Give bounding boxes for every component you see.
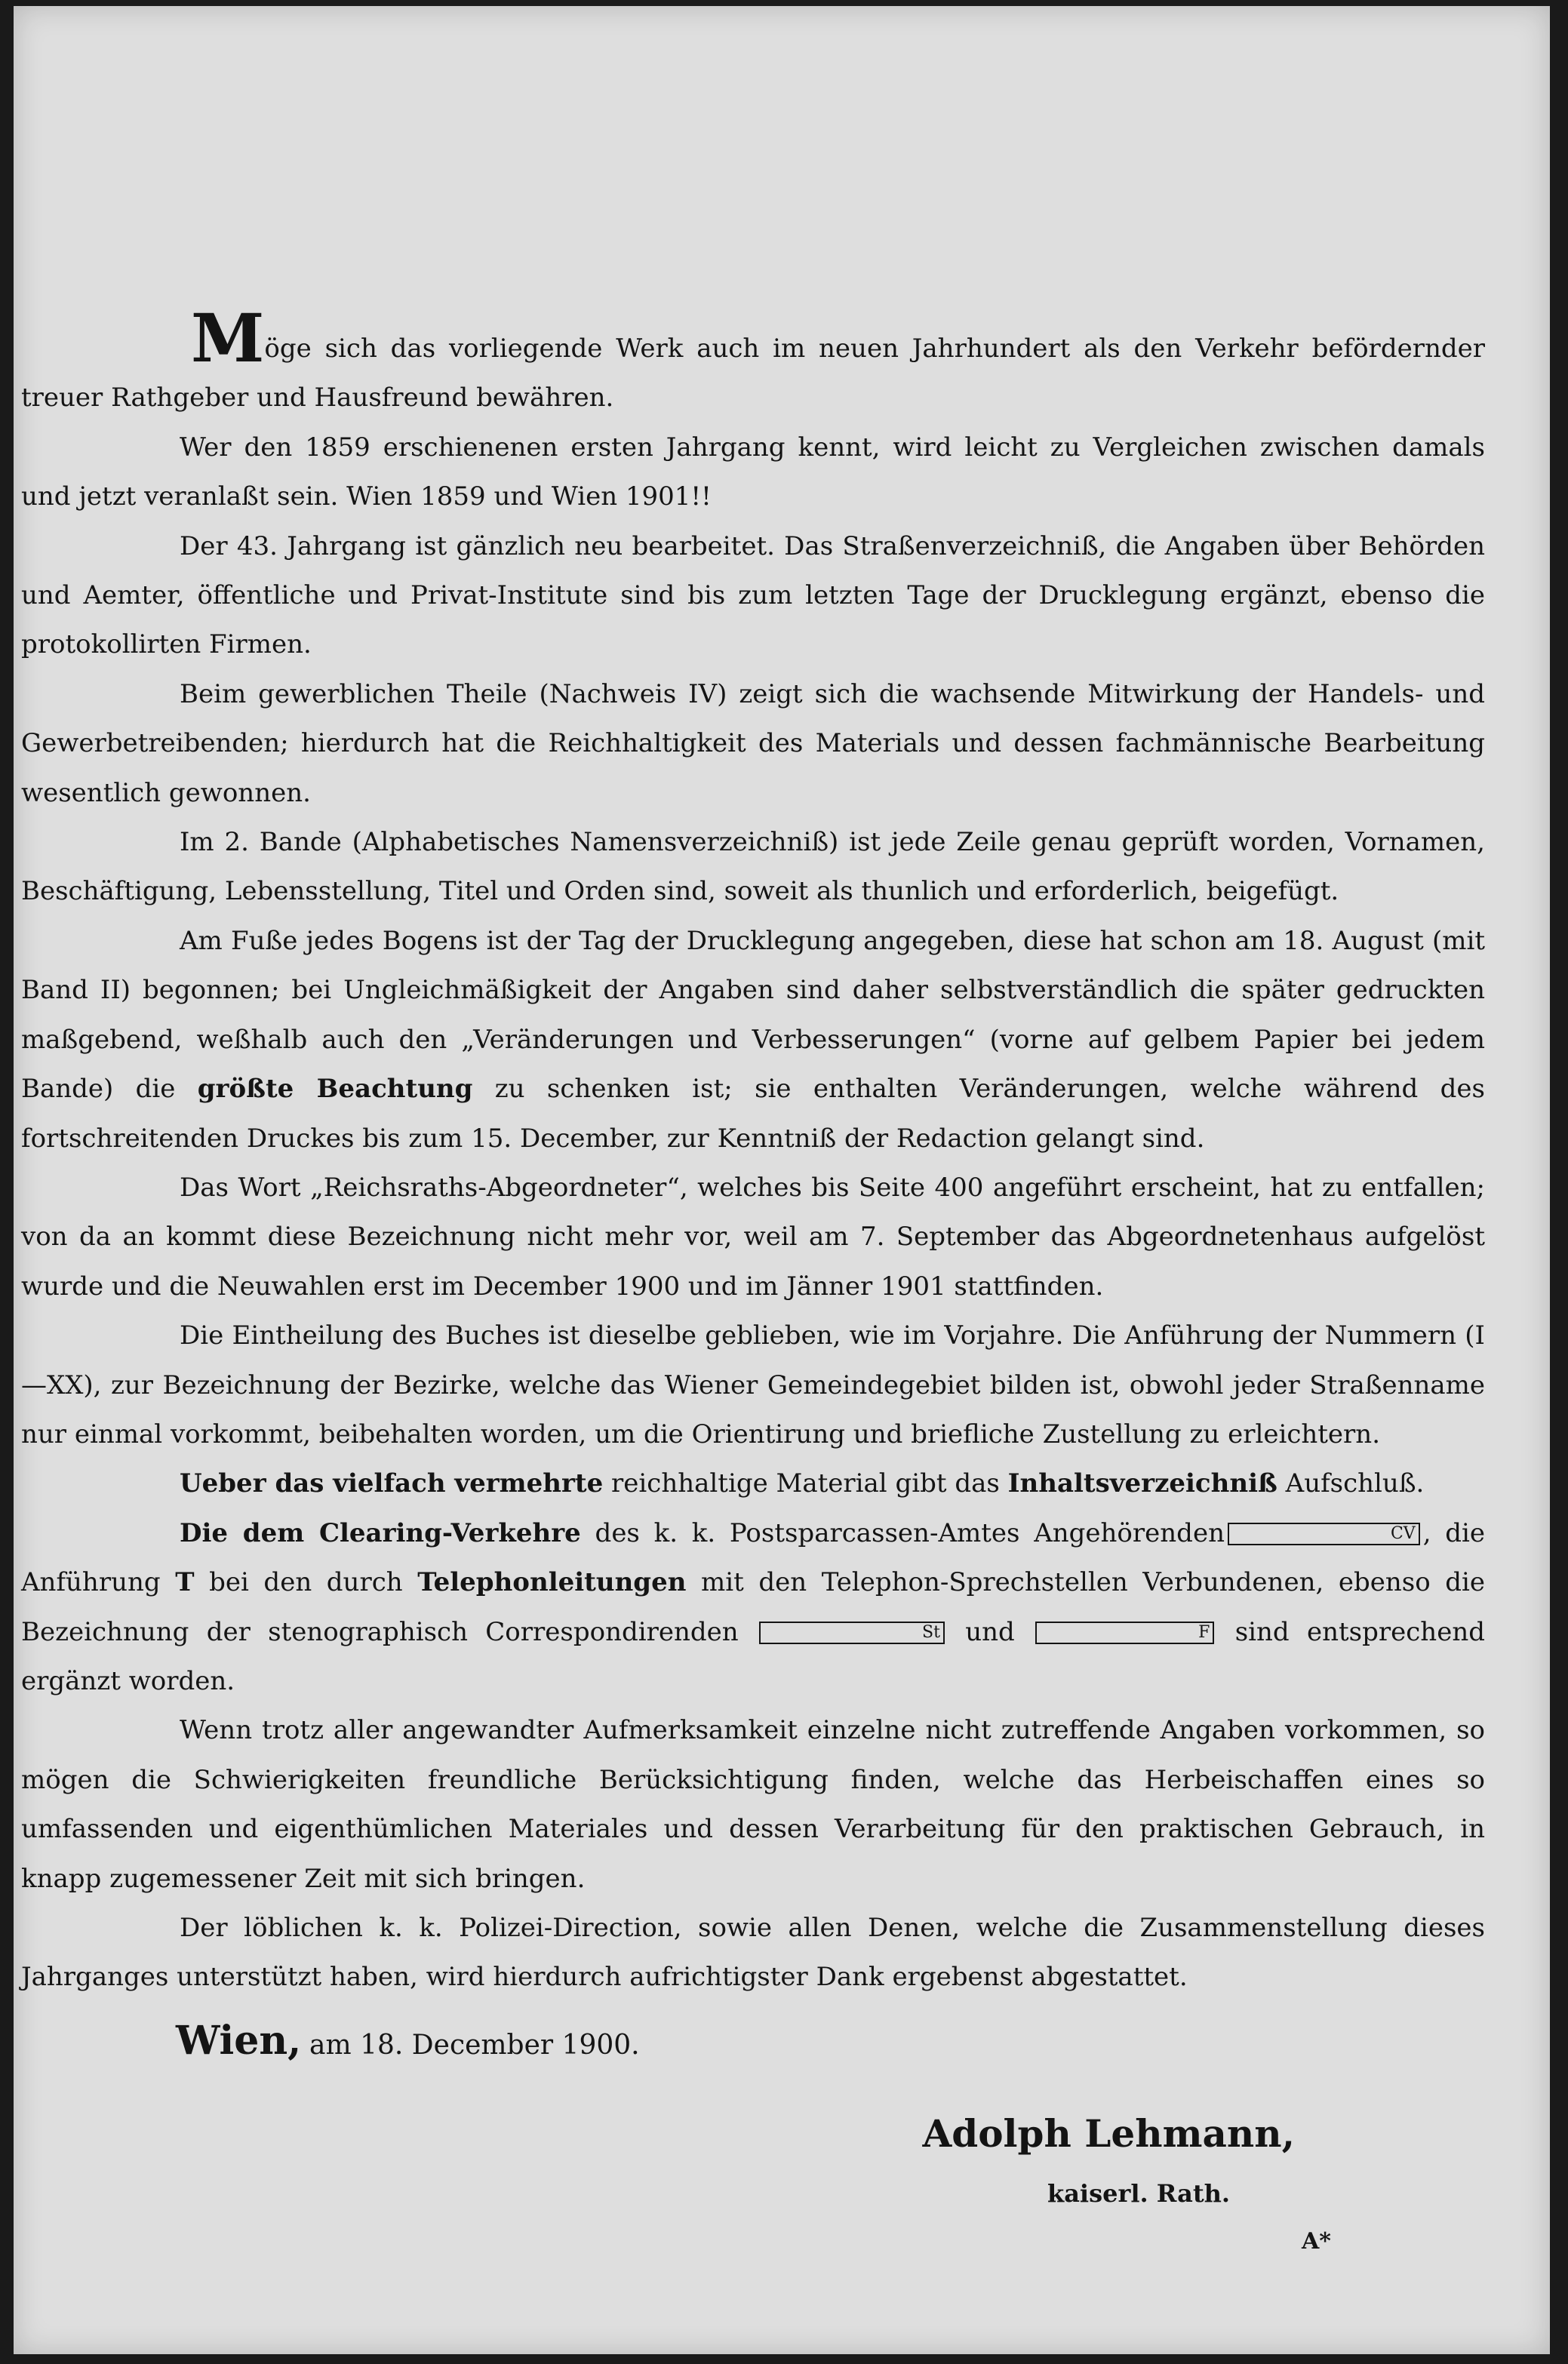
stenography-symbol: St bbox=[759, 1622, 945, 1644]
preface-body bbox=[21, 299, 1486, 2070]
paragraph-6: Am Fuße jedes Bogens ist der Tag der Drucklegung angegeben, diese hat schon am 18. August (mit Band II) begonnen; bei Ungleichmäßigkeit der Angaben sind daher selbstverständlich die später gedruckten maßgebend, weßhalb auch den „Veränderungen und Verbesserungen“ (vorne auf gelbem Papier bei jedem Bande) die größte Beachtung zu schenken ist; sie enthalten Veränderungen, welche während des fortschreitenden Druckes bis zum 15. December, zur Kenntniß der Redaction gelangt sind. bbox=[21, 925, 1485, 1154]
paragraph-10: Die dem Clearing-Verkehre des k. k. Postsparcassen-Amtes Angehörenden CV , die Anführung T bei den durch Telephonleitungen mit den Telephon-Sprechstellen Verbundenen, ebenso die Bezeichnung der stenographisch Correspondirenden St und F sind entsprechend ergänzt worden. bbox=[21, 1517, 1486, 1696]
paragraph-12: Der löblichen k. k. Polizei-Direction, sowie allen Denen, welche die Zusammenstellung dieses Jahrganges unterstützt haben, wird hierdurch aufrichtigster Dank ergebenst abgestattet. bbox=[21, 1913, 1485, 1993]
paragraph-8: Die Eintheilung des Buches ist dieselbe geblieben, wie im Vorjahre. Die Anführung der Nummern (I—XX), zur Bezeichnung der Bezirke, welche das Wiener Gemeindegebiet bilden ist, obwohl jeder Straßenname nur einmal vorkommt, beibehalten worden, um die Orientirung und briefliche Zustellung zu erleichtern. bbox=[21, 1320, 1485, 1449]
signature-name: Adolph Lehmann, bbox=[922, 2111, 1295, 2156]
signature-title: kaiserl. Rath. bbox=[1047, 2179, 1230, 2208]
paragraph-3: Der 43. Jahrgang ist gänzlich neu bearbeitet. Das Straßenverzeichniß, die Angaben über Behörden und Aemter, öffentliche und Privat-Institute sind bis zum letzten Tage der Drucklegung ergänzt, ebenso die protokollirten Firmen. bbox=[21, 530, 1485, 660]
dateline-city: Wien, bbox=[176, 2017, 302, 2064]
clearing-symbol: CV bbox=[1228, 1523, 1420, 1545]
paragraph-9: Ueber das vielfach vermehrte reichhaltige Material gibt das Inhaltsverzeichniß Aufschluß. bbox=[180, 1468, 1425, 1499]
paragraph-5: Im 2. Bande (Alphabetisches Namensverzeichniß) ist jede Zeile genau geprüft worden, Vornamen, Beschäftigung, Lebensstellung, Titel und Orden sind, soweit als thunlich und erforderlich, beigefügt. bbox=[21, 827, 1485, 907]
drop-cap: M bbox=[191, 299, 265, 377]
telephone-symbol: T bbox=[175, 1567, 195, 1598]
paragraph-11: Wenn trotz aller angewandter Aufmerksamkeit einzelne nicht zutreffende Angaben vorkommen, so mögen die Schwierigkeiten freundliche Berücksichtigung finden, welche das Herbeischaffen eines so umfassenden und eigenthümlichen Materiales und dessen Verarbeitung für den praktischen Gebrauch, in knapp zugemessener Zeit mit sich bringen. bbox=[21, 1715, 1485, 1894]
paragraph-2: Wer den 1859 erschienenen ersten Jahrgang kennt, wird leicht zu Vergleichen zwischen damals und jetzt veranlaßt sein. Wien 1859 und Wien 1901!! bbox=[21, 432, 1485, 512]
paragraph-1: Möge sich das vorliegende Werk auch im neuen Jahrhundert als den Verkehr befördernder treuer Rathgeber und Hausfreund bewähren. bbox=[21, 299, 1485, 413]
dateline-date: am 18. December 1900. bbox=[309, 2029, 640, 2061]
document-page bbox=[14, 6, 1550, 2354]
paragraph-7: Das Wort „Reichsraths-Abgeordneter“, welches bis Seite 400 angeführt erscheint, hat zu entfallen; von da an kommt diese Bezeichnung nicht mehr vor, weil am 7. September das Abgeordnetenhaus aufgelöst wurde und die Neuwahlen erst im December 1900 und im Jänner 1901 stattfinden. bbox=[21, 1172, 1485, 1302]
paragraph-4: Beim gewerblichen Theile (Nachweis IV) zeigt sich die wachsende Mitwirkung der Handels- und Gewerbetreibenden; hierdurch hat die Reichhaltigkeit des Materials und dessen fachmännische Bearbeitung wesentlich gewonnen. bbox=[21, 678, 1485, 808]
f-symbol: F bbox=[1035, 1622, 1214, 1644]
sheet-mark: A* bbox=[1302, 2228, 1331, 2255]
dateline bbox=[21, 2016, 1485, 2070]
